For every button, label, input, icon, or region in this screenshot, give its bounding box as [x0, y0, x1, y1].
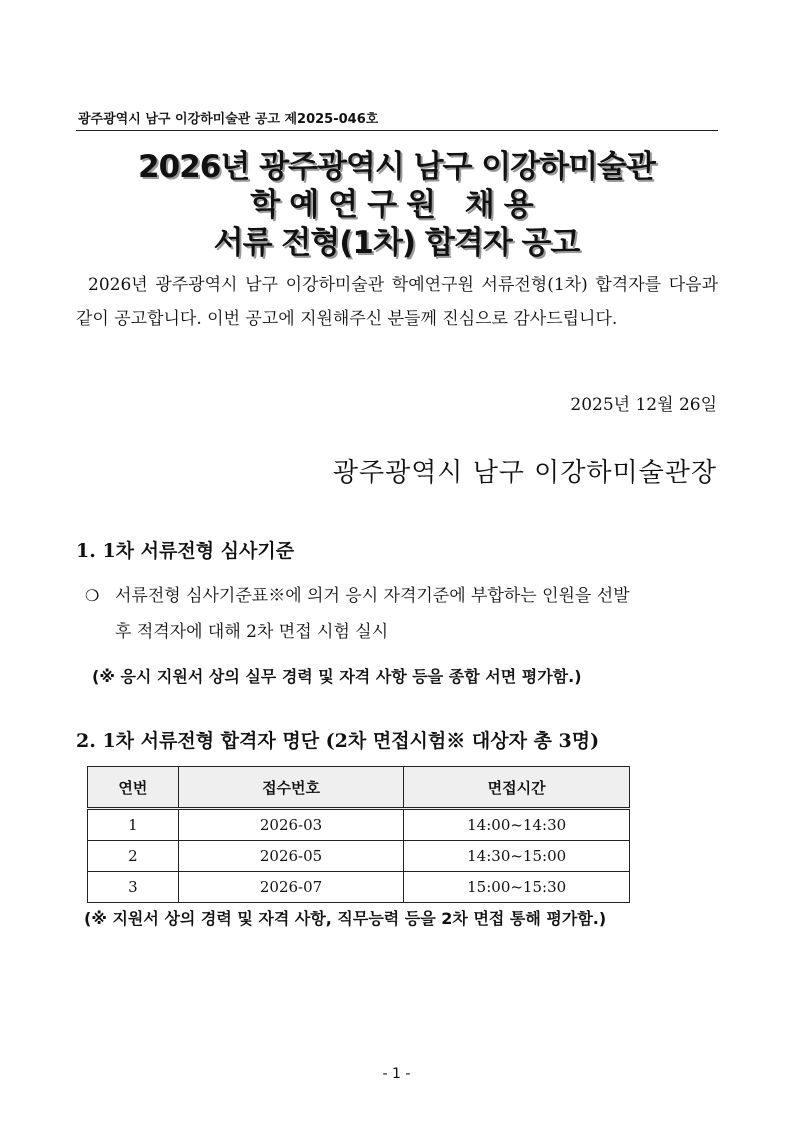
cell-receipt-number: 2026-03 — [178, 809, 404, 841]
notice-number: 광주광역시 남구 이강하미술관 공고 제2025-046호 — [78, 112, 379, 127]
header-divider — [76, 130, 718, 131]
signer: 광주광역시 남구 이강하미술관장 — [332, 458, 717, 488]
cell-number: 1 — [88, 809, 179, 841]
section-2-note: (※ 지원서 상의 경력 및 자격 사항, 직무능력 등을 2차 면접 통해 평가함.) — [84, 909, 607, 928]
section-1-note: (※ 응시 지원서 상의 실무 경력 및 자격 사항 등을 종합 서면 평가함.) — [92, 667, 582, 686]
table-row — [88, 872, 630, 903]
table-row — [88, 841, 630, 872]
page-number: - 1 - — [382, 1066, 411, 1082]
title-line-1: 2026년 광주광역시 남구 이강하미술관 — [138, 149, 655, 185]
cell-receipt-number: 2026-05 — [178, 841, 404, 872]
bullet-circle-icon: ❍ — [85, 586, 100, 605]
section-1-heading: 1. 1차 서류전형 심사기준 — [76, 540, 295, 562]
cell-number: 3 — [88, 872, 179, 903]
bullet-line-1: 서류전형 심사기준표※에 의거 응시 자격기준에 부합하는 인원을 선발 — [115, 586, 630, 606]
title-line-2: 학예연구원 채용 — [250, 187, 543, 223]
column-header-number: 연번 — [88, 767, 179, 809]
intro-paragraph: 2026년 광주광역시 남구 이강하미술관 학예연구원 서류전형(1차) 합격자를 다음과 같이 공고합니다. 이번 공고에 지원해주신 분들께 진심으로 감사드립니다. — [76, 275, 718, 329]
column-header-receipt-number: 접수번호 — [178, 767, 404, 809]
cell-interview-time: 15:00~15:30 — [404, 872, 630, 903]
announcement-date: 2025년 12월 26일 — [570, 395, 717, 415]
section-2-heading: 2. 1차 서류전형 합격자 명단 (2차 면접시험※ 대상자 총 3명) — [76, 730, 600, 752]
cell-interview-time: 14:30~15:00 — [404, 841, 630, 872]
title-line-3: 서류 전형(1차) 합격자 공고 — [213, 225, 580, 261]
bullet-line-2: 후 적격자에 대해 2차 면접 시험 실시 — [115, 622, 389, 642]
column-header-interview-time: 면접시간 — [404, 767, 630, 809]
cell-receipt-number: 2026-07 — [178, 872, 404, 903]
results-table — [87, 766, 630, 903]
table-row — [88, 809, 630, 841]
cell-interview-time: 14:00~14:30 — [404, 809, 630, 841]
table-header-row — [88, 767, 630, 809]
cell-number: 2 — [88, 841, 179, 872]
